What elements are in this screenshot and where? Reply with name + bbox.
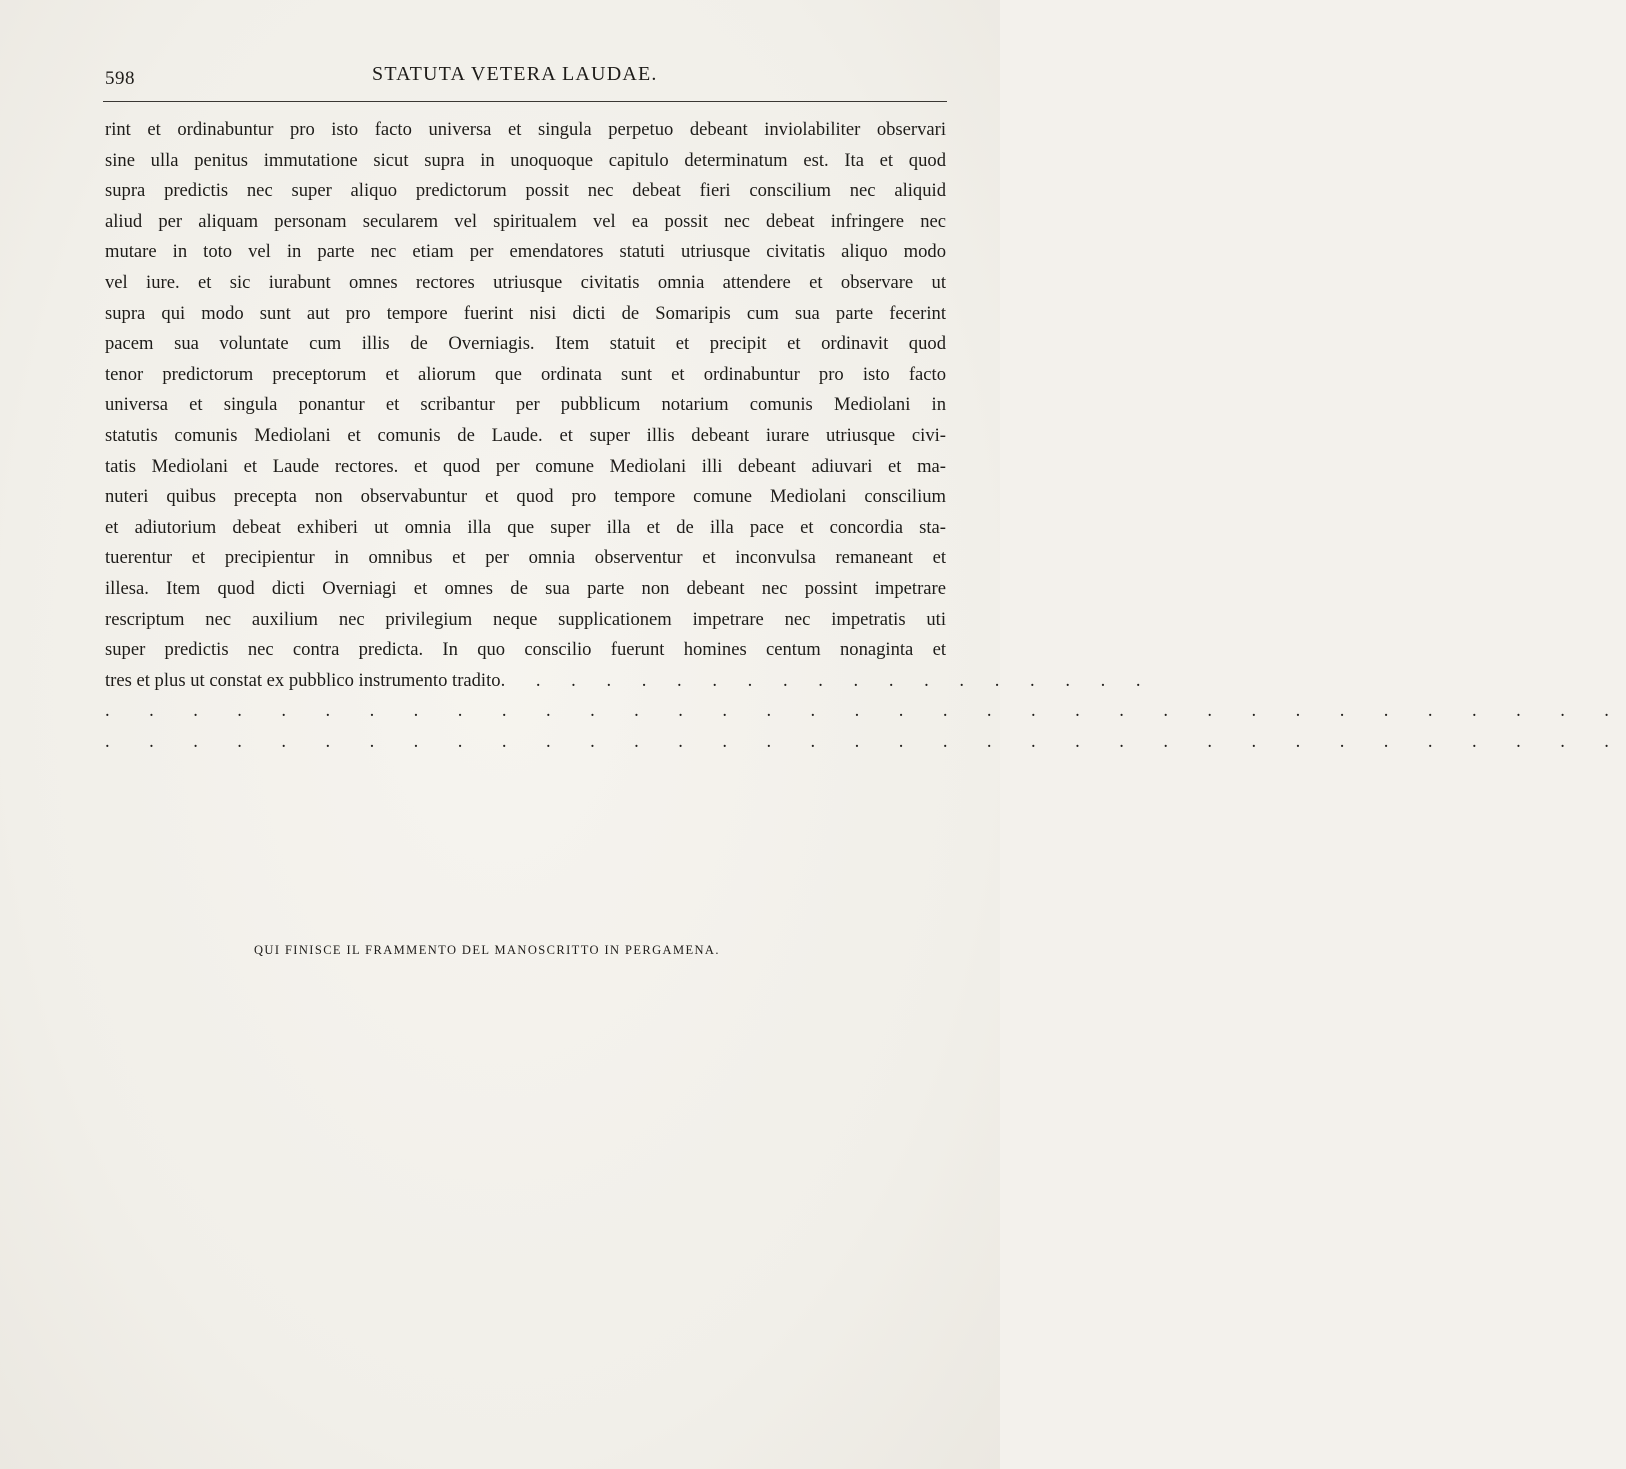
text-line: vel iure. et sic iurabunt omnes rectores utriusque civitatis omnia attendere et observare ut: [105, 271, 946, 293]
text-line: universa et singula ponantur et scribantur per pubblicum notarium comunis Mediolani in: [105, 394, 946, 416]
ellipsis-dots: . . . . . . . . . . . . . . . . . . .: [500, 669, 1154, 691]
text-line: tenor predictorum preceptorum et aliorum que ordinata sunt et ordinabuntur pro isto facto: [105, 363, 946, 385]
text-line: nuteri quibus precepta non observabuntur et quod pro tempore comune Mediolani conscilium: [105, 486, 946, 508]
text-line: tuerentur et precipientur in omnibus et per omnia observentur et inconvulsa remaneant et: [105, 547, 946, 569]
text-line: supra predictis nec super aliquo predictorum possit nec debeat fieri conscilium nec aliquid: [105, 180, 946, 202]
text-line: rescriptum nec auxilium nec privilegium neque supplicationem impetrare nec impetratis uti: [105, 608, 946, 630]
page-number: 598: [105, 68, 135, 89]
text-line: sine ulla penitus immutatione sicut supra in unoquoque capitulo determinatum est. Ita et quod: [105, 149, 946, 171]
header-rule: [103, 101, 947, 102]
text-line: illesa. Item quod dicti Overniagi et omnes de sua parte non debeant nec possint impetrare: [105, 577, 946, 599]
text-line: supra qui modo sunt aut pro tempore fuerint nisi dicti de Somaripis cum sua parte fecerint: [105, 302, 946, 324]
text-line: statutis comunis Mediolani et comunis de Laude. et super illis debeant iurare utriusque civi-: [105, 424, 946, 446]
text-line: super predictis nec contra predicta. In quo conscilio fuerunt homines centum nonaginta et: [105, 639, 946, 661]
ellipsis-line: . . . . . . . . . . . . . . . . . . . . . . . . . . . . . . . . . . .: [105, 730, 1626, 752]
last-line-text: tres et plus ut constat ex pubblico instrumento tradito: [105, 669, 501, 691]
text-line: et adiutorium debeat exhiberi ut omnia illa que super illa et de illa pace et concordia sta-: [105, 516, 946, 538]
text-line: tatis Mediolani et Laude rectores. et quod per comune Mediolani illi debeant adiuvari et ma-: [105, 455, 946, 477]
text-line: aliud per aliquam personam secularem vel spiritualem vel ea possit nec debeat infringere nec: [105, 210, 946, 232]
colophon-note: QUI FINISCE IL FRAMMENTO DEL MANOSCRITTO IN PERGAMENA.: [254, 943, 720, 957]
page-header: [105, 60, 947, 96]
running-title: STATUTA VETERA LAUDAE.: [372, 63, 658, 85]
ellipsis-line: . . . . . . . . . . . . . . . . . . . . . . . . . . . . . . . . . . .: [105, 700, 1626, 722]
text-line-last: [105, 666, 1154, 697]
text-line: mutare in toto vel in parte nec etiam per emendatores statuti utriusque civitatis aliquo modo: [105, 241, 946, 263]
text-line: rint et ordinabuntur pro isto facto universa et singula perpetuo debeant inviolabiliter observari: [105, 119, 946, 140]
text-line: pacem sua voluntate cum illis de Overniagis. Item statuit et precipit et ordinavit quod: [105, 333, 946, 355]
body-text: [105, 115, 1626, 757]
